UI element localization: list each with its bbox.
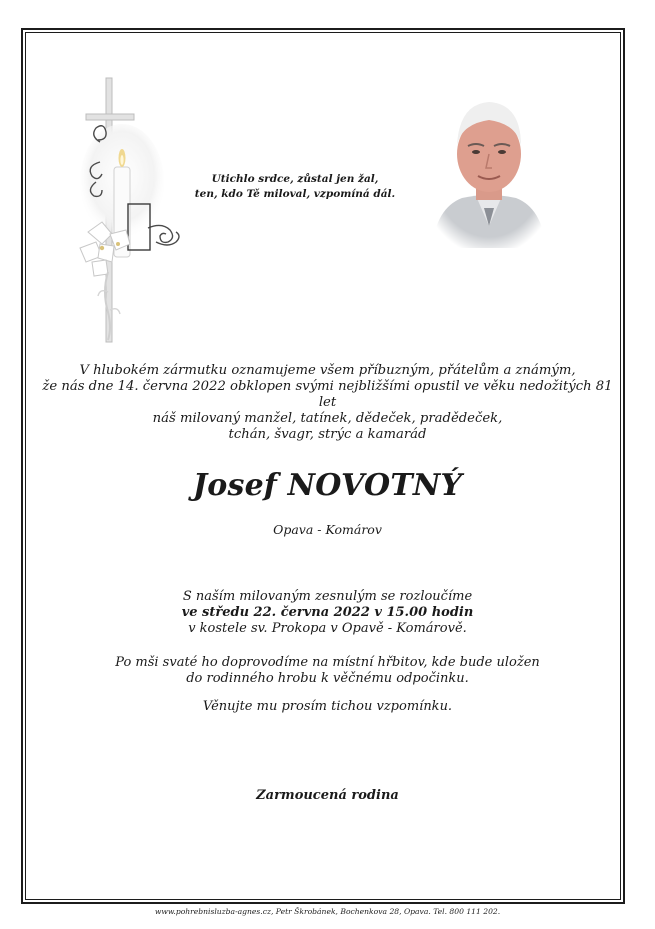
burial-line: Po mši svaté ho doprovodíme na místní hřbitov, kde bude uložen: [115, 655, 540, 670]
motto-line: ten, kdo Tě miloval, vzpomíná dál.: [194, 188, 396, 200]
announcement-line: náš milovaný manžel, tatínek, dědeček, pradědeček,: [152, 411, 503, 426]
deceased-name: Josef NOVOTNÝ: [192, 468, 463, 503]
funeral-location: v kostele sv. Prokopa v Opavě - Komárově.: [188, 621, 467, 636]
deceased-place: Opava - Komárov: [273, 522, 382, 537]
funeral-details: [40, 589, 615, 637]
death-announcement: [40, 363, 615, 443]
funeral-date-time: ve středu 22. června 2022 v 15.00 hodin: [181, 605, 474, 620]
funeral-service-footer: www.pohrebnisluzba-agnes.cz, Petr Škrobánek, Bochenkova 28, Opava. Tel. 800 111 202.: [154, 907, 501, 916]
funeral-line: S naším milovaným zesnulým se rozloučíme: [182, 589, 473, 604]
burial-line: do rodinného hrobu k věčnému odpočinku.: [186, 671, 469, 686]
announcement-line: že nás dne 14. června 2022 obklopen svými nejbližšími opustil ve věku nedožitých 81 let: [42, 379, 613, 410]
cross-candle-lily-icon: [70, 72, 200, 347]
motto-line: Utichlo srdce, zůstal jen žal,: [211, 173, 379, 185]
burial-details: [40, 655, 615, 687]
memorial-motto: [160, 172, 430, 202]
portrait-photo: [428, 90, 550, 248]
announcement-line: V hlubokém zármutku oznamujeme všem příbuzným, přátelům a známým,: [79, 363, 576, 378]
remembrance-request: Věnujte mu prosím tichou vzpomínku.: [202, 699, 453, 714]
family-signature: Zarmoucená rodina: [256, 788, 399, 803]
announcement-line: tchán, švagr, strýc a kamarád: [228, 427, 427, 442]
